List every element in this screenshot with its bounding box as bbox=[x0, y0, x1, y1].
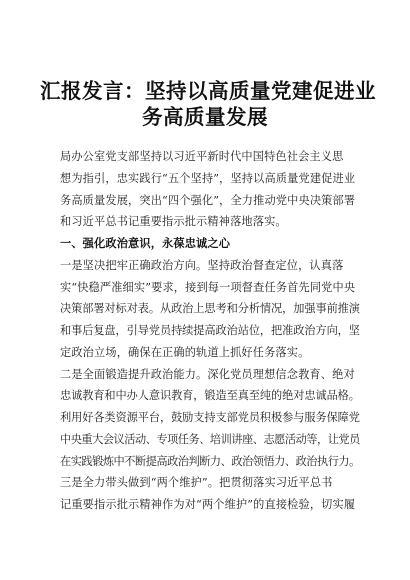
paragraph-line: 中央重大会议活动、专项任务、培训讲座、志愿活动等，让党员 bbox=[60, 432, 360, 446]
paragraph-line: 利用好各类资源平台，鼓励支持支部党员积极参与服务保障党 bbox=[60, 411, 360, 424]
paragraph-line: 局办公室党支部坚持以习近平新时代中国特色社会主义思 bbox=[60, 150, 344, 163]
paragraph-line: 务高质量发展，突出“四个强化”，全力推动党中央决策部署 bbox=[60, 193, 356, 207]
paragraph-line: 二是全面锻造提升政治能力。深化党员理想信念教育、绝对 bbox=[60, 367, 355, 381]
document-title-line-1: 汇报发言：坚持以高质量党建促进业 bbox=[40, 79, 376, 103]
paragraph-line: 忠诚教育和中办人意识教育，锻造至真至纯的绝对忠诚品格。 bbox=[60, 389, 360, 403]
document-body bbox=[60, 146, 360, 516]
paragraph-line: 实“快稳严准细实”要求，接到每一项督查任务首先同党中央 bbox=[60, 280, 356, 294]
section-heading: 一、强化政治意识，永葆忠诚之心 bbox=[60, 237, 231, 250]
paragraph-line: 一是坚决把牢正确政治方向。坚持政治督查定位，认真落 bbox=[60, 258, 344, 272]
paragraph-line: 定政治立场，确保在正确的轨道上抓好任务落实。 bbox=[60, 345, 310, 359]
paragraph-line: 想为指引，忠实践行“五个坚持”，坚持以高质量党建促进业 bbox=[60, 171, 356, 185]
paragraph-line: 和习近平总书记重要指示批示精神落地落实。 bbox=[60, 215, 287, 229]
paragraph-line: 在实践锻炼中不断提高政治判断力、政治领悟力、政治执行力。 bbox=[60, 454, 360, 468]
paragraph-line: 三是全力带头做到“两个维护”。把贯彻落实习近平总书 bbox=[60, 476, 333, 490]
document-title-line-2: 务高质量发展 bbox=[142, 105, 268, 129]
paragraph-line: 决策部署对标对表。从政治上思考和分析情况，加强事前推演 bbox=[60, 302, 360, 316]
paragraph-line: 和事后复盘，引导党员持续提高政治站位，把准政治方向，坚 bbox=[60, 324, 360, 337]
paragraph-line: 记重要指示批示精神作为对“两个维护”的直接检验，切实履 bbox=[60, 498, 356, 511]
